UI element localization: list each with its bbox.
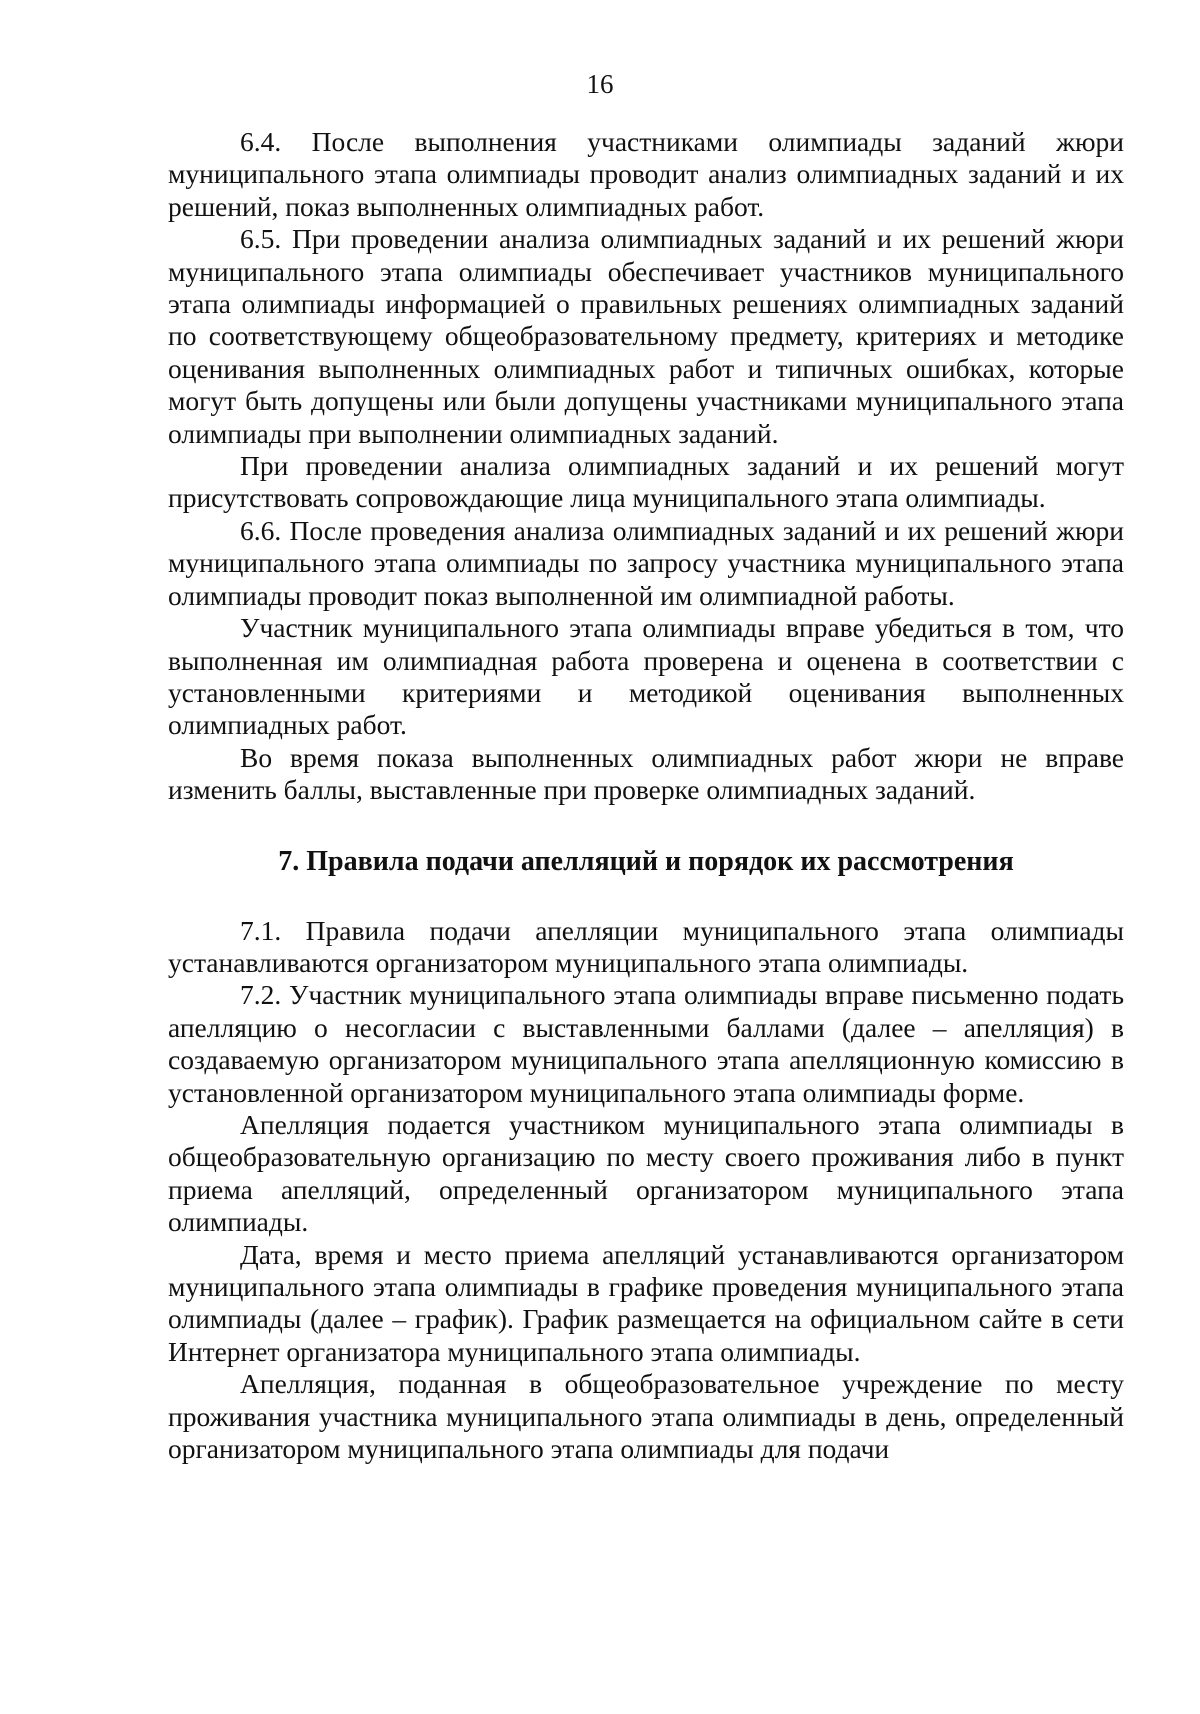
paragraph-6-6-score-change: Во время показа выполненных олимпиадных работ жюри не вправе изменить баллы, выставленные при проверке олимпиадных заданий. — [168, 741, 1124, 806]
paragraph-7-2-school-appeal: Апелляция, поданная в общеобразовательное учреждение по месту проживания участника муниципального этапа олимпиады в день, определенный организатором муниципального этапа олимпиады для подачи — [168, 1368, 1124, 1465]
section-7-title: 7. Правила подачи апелляций и порядок их рассмотрения — [278, 845, 1014, 877]
paragraph-7-1: 7.1. Правила подачи апелляции муниципального этапа олимпиады устанавливаются организатором муниципального этапа олимпиады. — [168, 914, 1124, 978]
paragraph-6-5-accompanying: При проведении анализа олимпиадных заданий и их решений могут присутствовать сопровождающие лица муниципального этапа олимпиады. — [168, 450, 1124, 514]
paragraph-6-6-participant-right: Участник муниципального этапа олимпиады вправе убедиться в том, что выполненная им олимпиадная работа проверена и оценена в соответствии с установленными критериями и методикой оценивания выполненных олимпиадных работ. — [168, 612, 1124, 741]
paragraph-7-2-schedule: Дата, время и место приема апелляций устанавливаются организатором муниципального этапа олимпиады в графике проведения муниципального этапа олимпиады (далее – график). График размещается на официальном сайте в сети Интернет организатора муниципального этапа олимпиады. — [168, 1238, 1124, 1367]
paragraph-6-4: 6.4. После выполнения участниками олимпиады заданий жюри муниципального этапа олимпиады проводит анализ олимпиадных заданий и их решений, показ выполненных олимпиадных работ. — [168, 126, 1124, 222]
page-content — [168, 126, 1124, 1465]
paragraph-7-2: 7.2. Участник муниципального этапа олимпиады вправе письменно подать апелляцию о несогласии с выставленными баллами (далее – апелляция) в создаваемую организатором муниципального этапа апелляционную комиссию в установленной организатором муниципального этапа олимпиады форме. — [168, 979, 1124, 1108]
paragraph-6-5: 6.5. При проведении анализа олимпиадных заданий и их решений жюри муниципального этапа олимпиады обеспечивает участников муниципального этапа олимпиады информацией о правильных решениях олимпиадных заданий по соответствующему общеобразовательному предмету, критериях и методике оценивания выполненных олимпиадных работ и типичных ошибках, которые могут быть допущены или были допущены участниками муниципального этапа олимпиады при выполнении олимпиадных заданий. — [168, 223, 1124, 449]
page-number: 16 — [586, 69, 614, 99]
paragraph-7-2-submission-place: Апелляция подается участником муниципального этапа олимпиады в общеобразовательную организацию по месту своего проживания либо в пункт приема апелляций, определенный организатором муниципального этапа олимпиады. — [168, 1108, 1124, 1238]
paragraph-6-6: 6.6. После проведения анализа олимпиадных заданий и их решений жюри муниципального этапа олимпиады по запросу участника муниципального этапа олимпиады проводит показ выполненной им олимпиадной работы. — [168, 514, 1124, 611]
